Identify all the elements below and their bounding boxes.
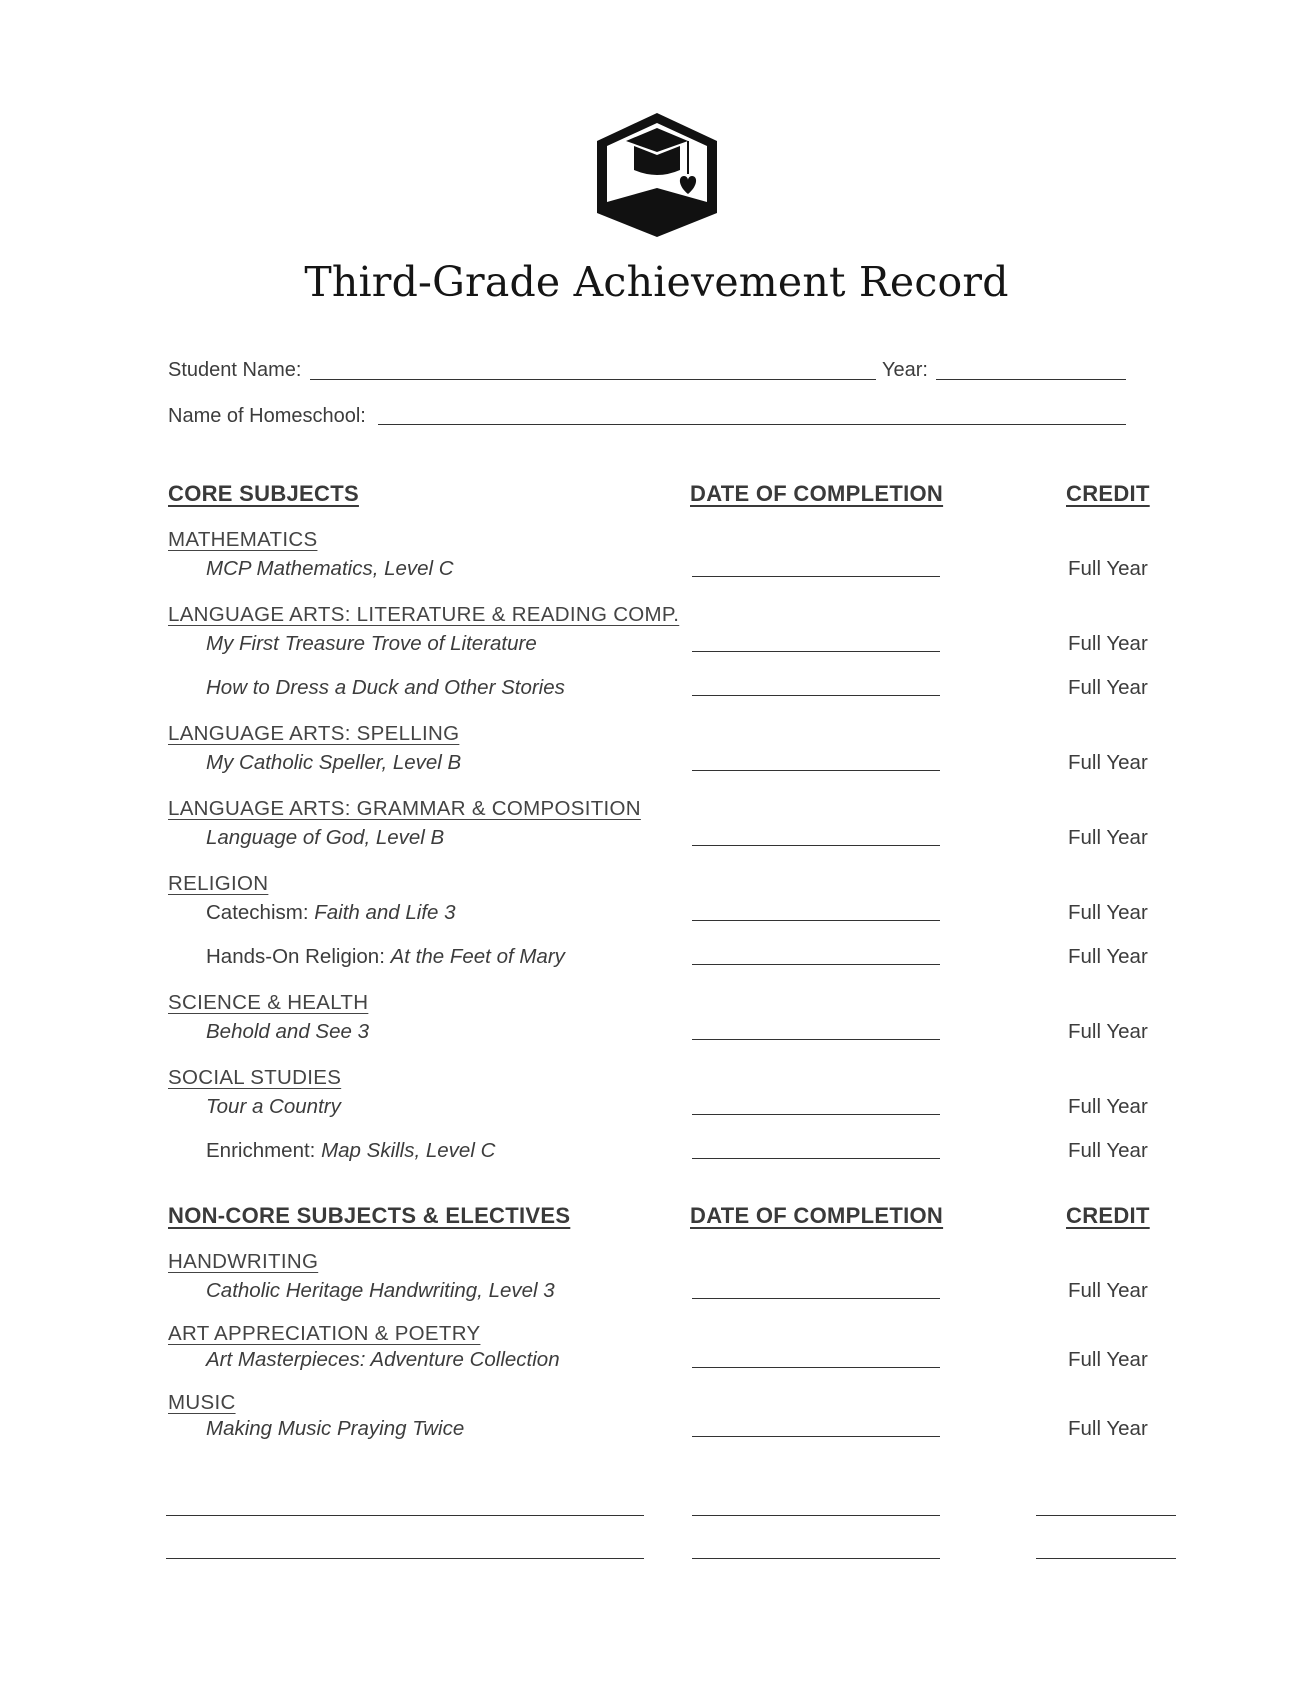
course-item: Enrichment: Map Skills, Level C xyxy=(206,1139,496,1162)
student-name-label: Student Name: xyxy=(168,359,302,381)
course-item: My First Treasure Trove of Literature xyxy=(206,632,537,655)
blank-credit-field[interactable] xyxy=(1036,1558,1176,1559)
homeschool-label: Name of Homeschool: xyxy=(168,405,366,427)
homeschool-field[interactable] xyxy=(378,424,1126,425)
completion-date-field[interactable] xyxy=(692,1298,940,1299)
course-item: Catechism: Faith and Life 3 xyxy=(206,901,456,924)
completion-date-field[interactable] xyxy=(692,1114,940,1115)
completion-date-field[interactable] xyxy=(692,1367,940,1368)
year-label: Year: xyxy=(882,359,928,381)
credit-value: Full Year xyxy=(1068,1279,1148,1302)
completion-date-field[interactable] xyxy=(692,845,940,846)
blank-date-field[interactable] xyxy=(692,1515,940,1516)
completion-date-field[interactable] xyxy=(692,964,940,965)
completion-date-field[interactable] xyxy=(692,695,940,696)
credit-value: Full Year xyxy=(1068,1348,1148,1371)
completion-date-field[interactable] xyxy=(692,576,940,577)
course-item: Art Masterpieces: Adventure Collection xyxy=(206,1348,560,1371)
subject-spelling: LANGUAGE ARTS: SPELLING xyxy=(168,722,460,745)
completion-date-field[interactable] xyxy=(692,770,940,771)
blank-subject-field[interactable] xyxy=(166,1558,644,1559)
credit-value: Full Year xyxy=(1068,945,1148,968)
course-item: Making Music Praying Twice xyxy=(206,1417,465,1440)
graduation-cap-logo xyxy=(592,110,722,240)
subject-art: ART APPRECIATION & POETRY xyxy=(168,1322,481,1345)
subject-mathematics: MATHEMATICS xyxy=(168,528,318,551)
course-item: My Catholic Speller, Level B xyxy=(206,751,462,774)
credit-value: Full Year xyxy=(1068,557,1148,580)
noncore-credit-header: CREDIT xyxy=(1066,1203,1150,1228)
completion-date-field[interactable] xyxy=(692,1158,940,1159)
course-item: Catholic Heritage Handwriting, Level 3 xyxy=(206,1279,555,1302)
course-item: Tour a Country xyxy=(206,1095,341,1118)
subject-social-studies: SOCIAL STUDIES xyxy=(168,1066,342,1089)
credit-value: Full Year xyxy=(1068,826,1148,849)
noncore-date-header: DATE OF COMPLETION xyxy=(690,1203,944,1228)
core-credit-header: CREDIT xyxy=(1066,481,1150,506)
student-name-field[interactable] xyxy=(310,379,876,380)
subject-science: SCIENCE & HEALTH xyxy=(168,991,369,1014)
blank-subject-field[interactable] xyxy=(166,1515,644,1516)
core-subjects-header: CORE SUBJECTS xyxy=(168,481,359,506)
subject-music: MUSIC xyxy=(168,1391,236,1414)
course-item: Hands-On Religion: At the Feet of Mary xyxy=(206,945,565,968)
course-item: MCP Mathematics, Level C xyxy=(206,557,454,580)
blank-credit-field[interactable] xyxy=(1036,1515,1176,1516)
core-date-header: DATE OF COMPLETION xyxy=(690,481,944,506)
year-field[interactable] xyxy=(936,379,1126,380)
page-title: Third-Grade Achievement Record xyxy=(304,258,1009,306)
credit-value: Full Year xyxy=(1068,632,1148,655)
subject-literature: LANGUAGE ARTS: LITERATURE & READING COMP. xyxy=(168,603,680,626)
completion-date-field[interactable] xyxy=(692,1039,940,1040)
course-item: Language of God, Level B xyxy=(206,826,445,849)
course-item: Behold and See 3 xyxy=(206,1020,369,1043)
credit-value: Full Year xyxy=(1068,1139,1148,1162)
credit-value: Full Year xyxy=(1068,751,1148,774)
completion-date-field[interactable] xyxy=(692,651,940,652)
course-item: How to Dress a Duck and Other Stories xyxy=(206,676,565,699)
subject-handwriting: HANDWRITING xyxy=(168,1250,319,1273)
completion-date-field[interactable] xyxy=(692,1436,940,1437)
subject-religion: RELIGION xyxy=(168,872,269,895)
subject-grammar: LANGUAGE ARTS: GRAMMAR & COMPOSITION xyxy=(168,797,641,820)
credit-value: Full Year xyxy=(1068,676,1148,699)
blank-date-field[interactable] xyxy=(692,1558,940,1559)
noncore-subjects-header: NON-CORE SUBJECTS & ELECTIVES xyxy=(168,1203,571,1228)
credit-value: Full Year xyxy=(1068,901,1148,924)
completion-date-field[interactable] xyxy=(692,920,940,921)
credit-value: Full Year xyxy=(1068,1095,1148,1118)
credit-value: Full Year xyxy=(1068,1020,1148,1043)
credit-value: Full Year xyxy=(1068,1417,1148,1440)
